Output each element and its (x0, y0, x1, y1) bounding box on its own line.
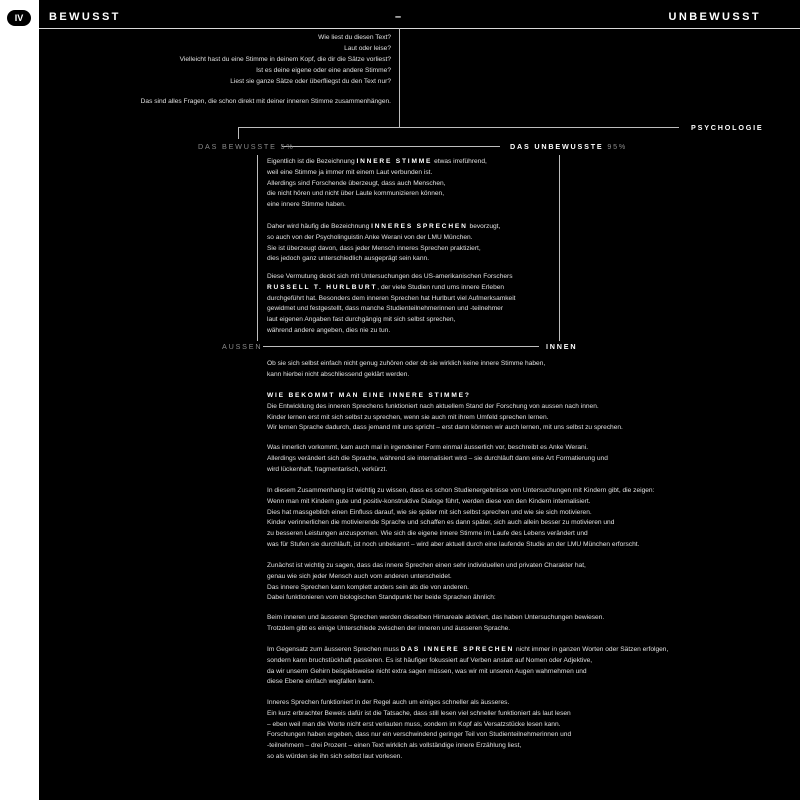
term-das-innere-sprechen: DAS INNERE SPRECHEN (400, 646, 515, 653)
intro-vertical-line (399, 28, 400, 127)
header-title-right: UNBEWUSST (668, 11, 761, 23)
box-right-line (559, 155, 560, 341)
main-paragraph-3: In diesem Zusammenhang ist wichtig zu wissen, dass es schon Studienergebnisse von Untersuchungen mit Kindern gibt, die zeigen: Wenn man mit Kindern gute und positiv-konstruktive Dialoge führt, werden diese von den Kindern internalisiert. Dies hat massgeblich einen Einfluss darauf, wie sie später mit sich selbst sprechen und wie sie sich motivieren. Kinder verinnerlichen die motivierende Sprache und schaffen es dann später, sich auch allein besser zu motivieren und zu besseren Leistungen anzuspornen. Wie sich die eigene innere Stimme im Laufe des Lebens verändert und was für Stufen sie durchläuft, ist noch unbekannt – wird aber aktuell durch eine laufende Studie an der LMU München erforscht. (267, 487, 655, 548)
box-paragraph-2: Daher wird häufig die Bezeichnung INNERES SPRECHEN bevorzugt, so auch von der Psycholinguistin Anke Werani von der LMU München. Sie ist überzeugt davon, dass jeder Mensch inneres Sprechen praktiziert, dies jedoch ganz unterschiedlich ausgeprägt sein kann. (267, 223, 501, 263)
intro-question-2: Laut oder leise? (344, 45, 391, 52)
left-margin-strip (0, 0, 39, 800)
main-paragraph-6: Im Gegensatz zum äusseren Sprechen muss DAS INNERE SPRECHEN nicht immer in ganzen Worten oder Sätzen erfolgen, sondern kann bruchstückhaft passieren. Es ist häufiger fokussiert auf Verben anstatt auf Nomen oder Adjektive, da wir unserm Gehirn beispielsweise nicht extra sagen müssen, was wir mit unseren Augen wahrnehmen und diese Ebene einfach wegfallen kann. (267, 646, 669, 686)
main-paragraph-4: Zunächst ist wichtig zu sagen, dass das innere Sprechen einen sehr individuellen und privaten Charakter hat, genau wie sich jeder Mensch auch vom anderen unterscheidet. Das innere Sprechen kann komplett anders sein als die von anderen. Dabei funktionieren vom biologischen Standpunkt her beide Sprachen ähnlich: (267, 562, 586, 602)
main-paragraph-5: Beim inneren und äusseren Sprechen werden dieselben Hirnareale aktiviert, das haben Untersuchungen bewiesen. Trotzdem gibt es einige Unterschiede zwischen der inneren und äusseren Sprache. (267, 614, 605, 632)
header-title-left: BEWUSST (49, 11, 121, 23)
bewusste-rule (282, 146, 500, 147)
header-dash: – (395, 11, 404, 23)
intro-question-4: Ist es deine eigene oder eine andere Stimme? (256, 67, 391, 74)
label-aussen: AUSSEN (222, 342, 263, 351)
main-paragraph-2: Was innerlich vorkommt, kam auch mal in irgendeiner Form einmal äusserlich vor, beschreibt es Anke Werani. Allerdings verändert sich die Sprache, während sie internalisiert wird – sie durchläuft dann eine Art Formatierung und wird lückenhaft, fragmentarisch, verkürzt. (267, 444, 608, 473)
label-innen: INNEN (546, 342, 578, 351)
box-paragraph-1: Eigentlich ist die Bezeichnung INNERE STIMME etwas irreführend, weil eine Stimme ja immer mit einem Laut verbunden ist. Allerdings sind Forschende überzeugt, dass auch Menschen, die nicht hören und nicht über Laute kommunizieren können, eine innere Stimme haben. (267, 158, 487, 209)
psychologie-rule (238, 127, 679, 128)
main-paragraph-0: Ob sie sich selbst einfach nicht genug zuhören oder ob sie wirklich keine innere Stimme haben, kann hierbei nicht abschliessend geklärt werden. (267, 360, 546, 378)
intro-question-3: Vielleicht hast du eine Stimme in deinem Kopf, die dir die Sätze vorliest? (179, 56, 391, 63)
box-left-line (257, 155, 258, 341)
chapter-badge: IV (7, 10, 31, 26)
label-das-bewusste: DAS BEWUSSTE 5% (198, 142, 295, 151)
term-russell-hurlburt: RUSSELL T. HURLBURT (267, 283, 378, 291)
box-paragraph-3: Diese Vermutung deckt sich mit Untersuchungen des US-amerikanischen Forschers RUSSELL T. HURLBURT, der viele Studien rund ums innere Erleben durchgeführt hat. Besonders dem inneren Sprechen hat Hurlburt viel Aufmerksamkeit gewidmet und festgestellt, dass manche Studienteilnehmerinnen und -teilnehmer laut eigenen Angaben fast durchgängig mit sich selbst sprechen, während andere angeben, dies nie zu tun. (267, 273, 516, 334)
header-rule (39, 28, 800, 29)
term-innere-stimme: INNERE STIMME (356, 158, 433, 165)
main-paragraph-7: Inneres Sprechen funktioniert in der Regel auch um einiges schneller als äusseres. Ein kurz erbrachter Beweis dafür ist die Tatsache, dass still lesen viel schneller funktioniert als laut lesen – eben weil man die Worte nicht erst verlauten muss, sondern im Kopf als Versatzstücke lesen kann. Forschungen haben ergeben, dass nur ein verschwindend geringer Teil von Studienteilnehmerinnen und -teilnehmern – drei Prozent – einen Text wirklich als vollständige innere Erzählung liest, so als würden sie ihn sich selbst laut vorlesen. (267, 699, 572, 760)
intro-question-1: Wie liest du diesen Text? (318, 34, 391, 41)
label-psychologie: PSYCHOLOGIE (691, 123, 764, 132)
section-heading: WIE BEKOMMT MAN EINE INNERE STIMME? Die Entwicklung des inneren Sprechens funktioniert nach aktuellem Stand der Forschung von aussen nach innen. Kinder lernen erst mit sich selbst zu sprechen, wenn sie auch mit ihrem Umfeld sprechen lernen. Wir lernen Sprache dadurch, dass jemand mit uns spricht – erst dann können wir auch lernen, mit uns selbst zu sprechen. (267, 392, 623, 432)
label-das-unbewusste: DAS UNBEWUSSTE 95% (510, 142, 628, 151)
aussen-rule (263, 346, 539, 347)
left-vertical-line (238, 127, 239, 139)
intro-summary: Das sind alles Fragen, die schon direkt mit deiner inneren Stimme zusammenhängen. (140, 98, 391, 105)
term-inneres-sprechen: INNERES SPRECHEN (371, 223, 468, 230)
intro-question-5: Liest sie ganze Sätze oder überfliegst du den Text nur? (230, 78, 391, 85)
